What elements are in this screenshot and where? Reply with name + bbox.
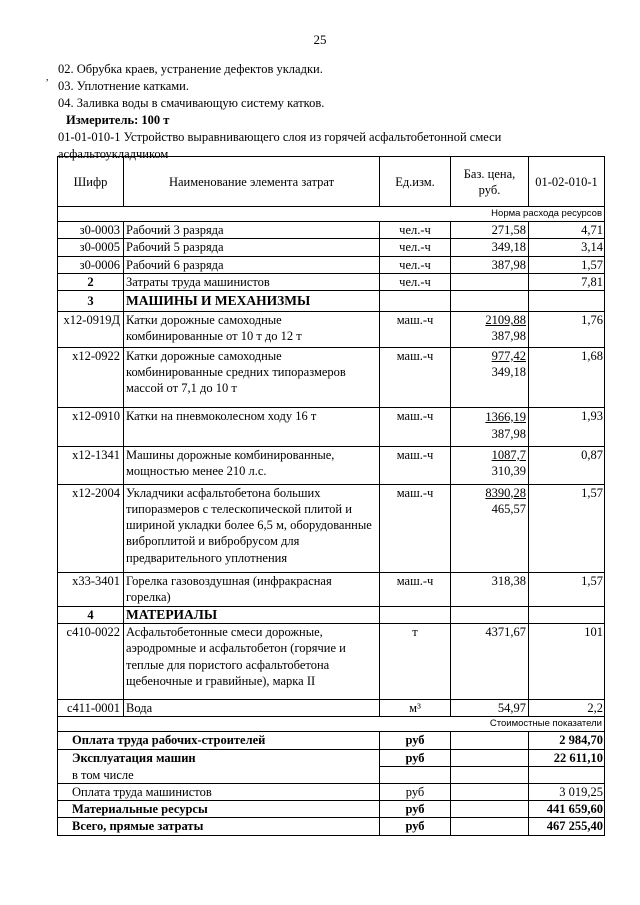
margin-mark: , (46, 72, 49, 83)
cell-unit: чел.-ч (380, 222, 451, 239)
cell-name: Укладчики асфальтобетона больших типоразмеров с телескопической плитой и шириной укладки более 6,5 м, оборудованные виброплитой и вибробрусом для предварительного уплотнения (124, 484, 380, 572)
cell-price: 4371,67 (451, 623, 529, 699)
table-row (58, 700, 605, 717)
empty-cell (380, 606, 451, 623)
cost-caption: Стоимостные показатели (58, 717, 605, 732)
base-price: 2109,88 (485, 313, 526, 328)
base-price: 1366,19 (485, 409, 526, 424)
header-name: Наименование элемента затрат (124, 157, 380, 207)
cell-code: х12-0922 (58, 347, 124, 407)
empty-cell (451, 291, 529, 312)
cell-norm: 2,2 (529, 700, 605, 717)
cell-unit: маш.-ч (380, 312, 451, 348)
summary-value: 22 611,10 (529, 749, 605, 766)
summary-unit: руб (380, 818, 451, 835)
empty-cell (380, 291, 451, 312)
section-row (58, 606, 605, 623)
cell-norm: 1,57 (529, 256, 605, 273)
summary-row (58, 732, 605, 749)
section-title: МАТЕРИАЛЫ (124, 606, 380, 623)
machinist-price: 387,98 (491, 426, 526, 441)
cell-unit: маш.-ч (380, 407, 451, 446)
cell-norm: 1,68 (529, 347, 605, 407)
summary-value: 467 255,40 (529, 818, 605, 835)
cell-price: 387,98 (451, 256, 529, 273)
base-price: 1087,7 (491, 447, 526, 462)
cell-price: 318,38 (451, 573, 529, 607)
operation-line: 03. Уплотнение катками. (58, 79, 189, 93)
summary-value: 2 984,70 (529, 732, 605, 749)
summary-value: 441 659,60 (529, 801, 605, 818)
table-row (58, 623, 605, 699)
machinist-price: 387,98 (491, 329, 526, 344)
cell-unit: чел.-ч (380, 239, 451, 256)
measure-unit: Измеритель: 100 т (66, 113, 170, 127)
empty-cell (451, 818, 529, 835)
summary-unit (380, 767, 451, 784)
cell-code: с410-0022 (58, 623, 124, 699)
cell-norm: 3,14 (529, 239, 605, 256)
machinist-price: 349,18 (491, 365, 526, 380)
table-row (58, 484, 605, 572)
summary-value (529, 767, 605, 784)
cell-code: 2 (58, 273, 124, 290)
summary-name: Оплата труда рабочих-строителей (58, 732, 380, 749)
cell-name: Вода (124, 700, 380, 717)
summary-row (58, 783, 605, 800)
norm-title-cont: асфальтоукладчиком (58, 147, 169, 161)
cell-norm: 101 (529, 623, 605, 699)
cell-code: х12-0919Д (58, 312, 124, 348)
empty-cell (451, 801, 529, 818)
summary-name: Всего, прямые затраты (58, 818, 380, 835)
cell-norm: 1,57 (529, 484, 605, 572)
table-row (58, 347, 605, 407)
table-row (58, 446, 605, 484)
cell-code: с411-0001 (58, 700, 124, 717)
cell-name: Машины дорожные комбинированные, мощностью менее 210 л.с. (124, 446, 380, 484)
cell-code: х12-2004 (58, 484, 124, 572)
table-row (58, 573, 605, 607)
cell-price (451, 312, 529, 348)
cell-name: Рабочий 3 разряда (124, 222, 380, 239)
cell-name: Горелка газовоздушная (инфракрасная горелка) (124, 573, 380, 607)
cell-code: х12-1341 (58, 446, 124, 484)
cell-norm: 7,81 (529, 273, 605, 290)
table-row (58, 239, 605, 256)
cell-price (451, 484, 529, 572)
cell-unit: т (380, 623, 451, 699)
cell-price (451, 407, 529, 446)
cell-name: Катки на пневмоколесном ходу 16 т (124, 407, 380, 446)
cell-norm: 1,57 (529, 573, 605, 607)
cell-price: 349,18 (451, 239, 529, 256)
summary-row (58, 818, 605, 835)
cell-code: х33-3401 (58, 573, 124, 607)
cell-unit: маш.-ч (380, 446, 451, 484)
cell-unit: маш.-ч (380, 573, 451, 607)
header-code: Шифр (58, 157, 124, 207)
cell-price (451, 273, 529, 290)
summary-name: Эксплуатация машин (58, 749, 380, 766)
cell-code: х12-0910 (58, 407, 124, 446)
machinist-price: 465,57 (491, 501, 526, 516)
empty-cell (529, 606, 605, 623)
header-row (58, 157, 605, 207)
machinist-price: 310,39 (491, 464, 526, 479)
table-row (58, 273, 605, 290)
page-number: 25 (313, 32, 327, 47)
section-code: 3 (58, 291, 124, 312)
empty-cell (529, 291, 605, 312)
resources-table (57, 156, 605, 836)
empty-cell (451, 767, 529, 784)
summary-unit: руб (380, 749, 451, 766)
summary-row (58, 749, 605, 766)
empty-cell (451, 606, 529, 623)
cost-caption-row (58, 717, 605, 732)
header-unit: Ед.изм. (380, 157, 451, 207)
summary-unit: руб (380, 732, 451, 749)
cell-name: Затраты труда машинистов (124, 273, 380, 290)
cell-name: Рабочий 6 разряда (124, 256, 380, 273)
cell-name: Катки дорожные самоходные комбинированные средних типоразмеров массой от 7,1 до 10 т (124, 347, 380, 407)
base-price: 8390,28 (485, 485, 526, 500)
operation-line: 04. Заливка воды в смачивающую систему катков. (58, 96, 325, 110)
summary-row (58, 767, 605, 784)
section-row (58, 291, 605, 312)
table-row (58, 222, 605, 239)
cell-norm: 0,87 (529, 446, 605, 484)
header-price: Баз. цена, руб. (451, 157, 529, 207)
cell-price (451, 347, 529, 407)
section-title: МАШИНЫ И МЕХАНИЗМЫ (124, 291, 380, 312)
table-row (58, 312, 605, 348)
operation-line: 02. Обрубка краев, устранение дефектов укладки. (58, 62, 323, 76)
empty-cell (451, 783, 529, 800)
cell-unit: маш.-ч (380, 484, 451, 572)
norm-title: 01-01-010-1 Устройство выравнивающего слоя из горячей асфальтобетонной смеси (58, 130, 502, 144)
header-norm: 01-02-010-1 (529, 157, 605, 207)
cell-price: 54,97 (451, 700, 529, 717)
cell-norm: 4,71 (529, 222, 605, 239)
cell-norm: 1,76 (529, 312, 605, 348)
norm-caption: Норма расхода ресурсов (58, 207, 605, 222)
cell-code: з0-0005 (58, 239, 124, 256)
summary-name: в том числе (58, 767, 380, 784)
table-row (58, 256, 605, 273)
cell-price (451, 446, 529, 484)
base-price: 977,42 (491, 348, 526, 363)
cell-code: з0-0003 (58, 222, 124, 239)
cell-code: з0-0006 (58, 256, 124, 273)
norm-caption-row (58, 207, 605, 222)
summary-name: Материальные ресурсы (58, 801, 380, 818)
cell-price: 271,58 (451, 222, 529, 239)
table-row (58, 407, 605, 446)
empty-cell (451, 749, 529, 766)
cell-unit: чел.-ч (380, 273, 451, 290)
cell-name: Асфальтобетонные смеси дорожные, аэродромные и асфальтобетон (горячие и теплые для пористого асфальтобетона щебеночные и гравийные), марка II (124, 623, 380, 699)
cell-name: Катки дорожные самоходные комбинированные от 10 т до 12 т (124, 312, 380, 348)
summary-row (58, 801, 605, 818)
cell-norm: 1,93 (529, 407, 605, 446)
summary-unit: руб (380, 783, 451, 800)
section-code: 4 (58, 606, 124, 623)
summary-name: Оплата труда машинистов (58, 783, 380, 800)
empty-cell (451, 732, 529, 749)
cell-unit: чел.-ч (380, 256, 451, 273)
cell-name: Рабочий 5 разряда (124, 239, 380, 256)
cell-unit: м³ (380, 700, 451, 717)
cell-unit: маш.-ч (380, 347, 451, 407)
summary-value: 3 019,25 (529, 783, 605, 800)
summary-unit: руб (380, 801, 451, 818)
